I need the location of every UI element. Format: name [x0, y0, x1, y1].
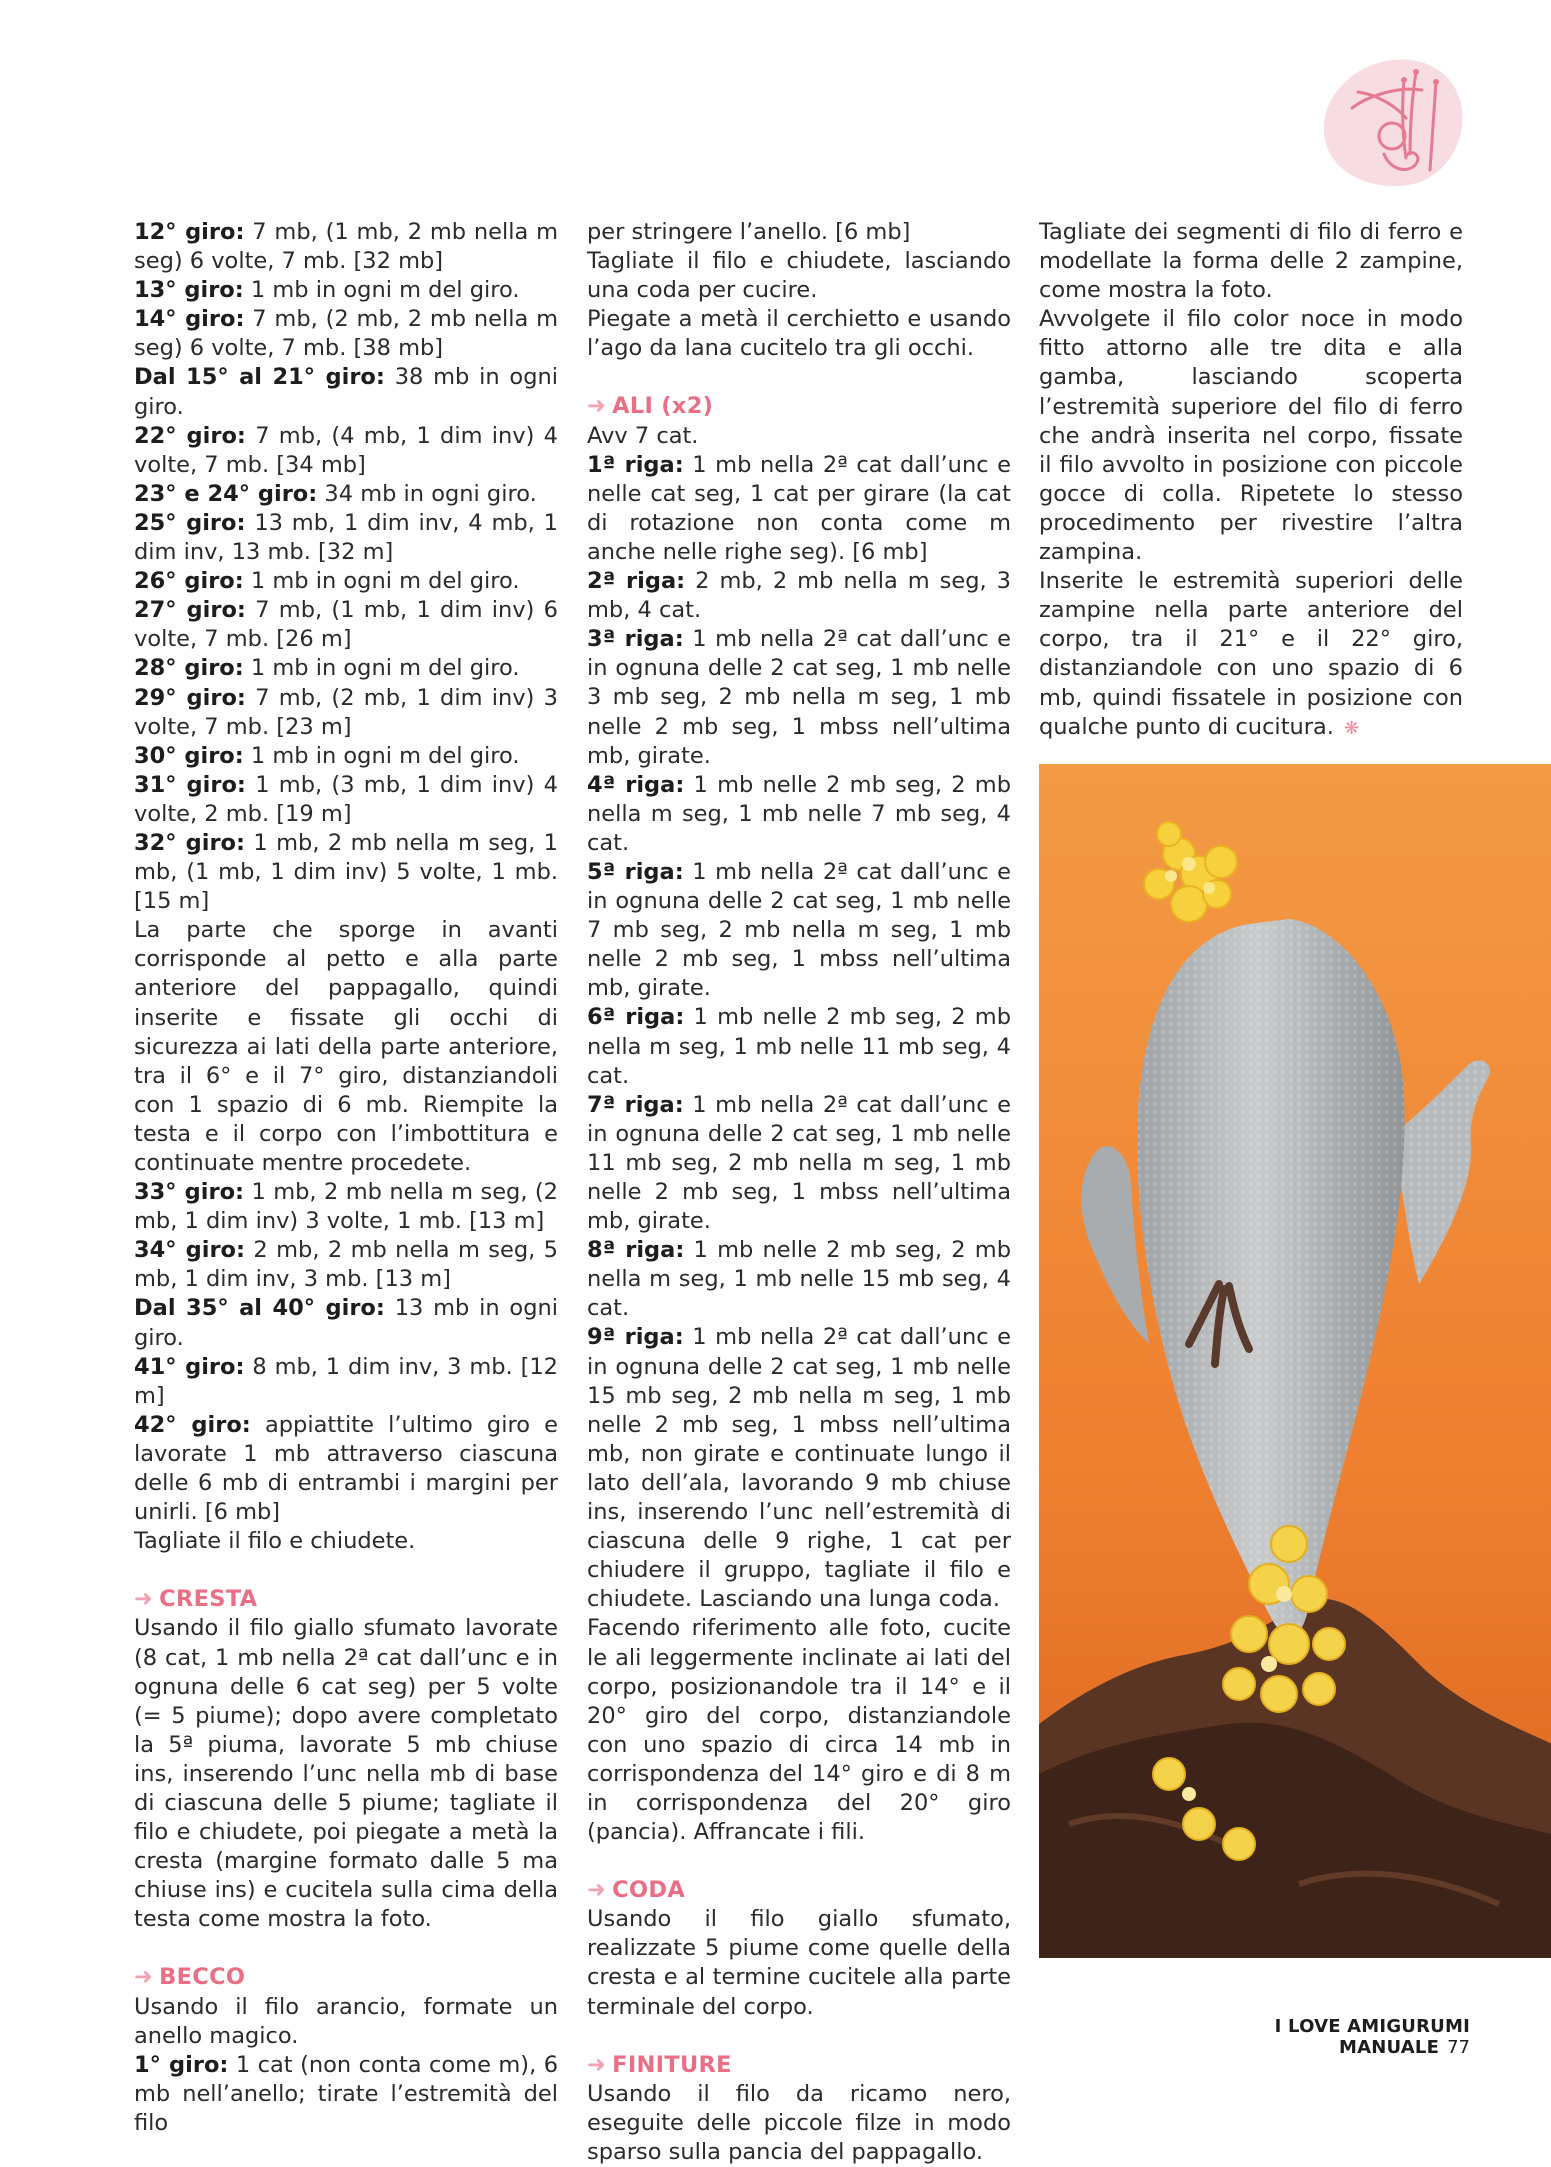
arrow-icon: ➜: [587, 2051, 607, 2078]
page-number: 77: [1447, 2037, 1470, 2058]
crochet-hooks-logo: [1318, 52, 1468, 192]
ali-row-2: 2ª riga: 2 mb, 2 mb nella m seg, 3 mb, 4 cat.: [587, 568, 1011, 624]
instruction-round-34: 34° giro: 2 mb, 2 mb nella m seg, 5 mb, 1 dim inv, 3 mb. [13 m]: [134, 1237, 558, 1293]
becco-paragraph: Usando il filo arancio, formate un anello magico.: [134, 1993, 558, 2049]
zampine-paragraph-2: Avvolgete il filo color noce in modo fitto attorno alle tre dita e alla gamba, lasciando scoperta l’estremità superiore del filo di ferro che andrà inserita nel corpo, fissate il filo avvolto in posizione con piccole gocce di colla. Ripetete lo stesso procedimento per rivestire l’altra zampina.: [1039, 306, 1463, 566]
ali-sew-paragraph: Facendo riferimento alle foto, cucite le ali leggermente inclinate ai lati del corpo, posizionandole tra il 14° e il 20° giro del corpo, distanziandole con uno spazio di circa 14 mb in corrispondenza del 14° giro e di 8 m in corrispondenza del 20° giro (pancia). Affrancate i fili.: [587, 1615, 1011, 1846]
instruction-round-32: 32° giro: 1 mb, 2 mb nella m seg, 1 mb, (1 mb, 1 dim inv) 5 volte, 1 mb. [15 m]: [134, 829, 558, 915]
zampine-paragraph-1: Tagliate dei segmenti di filo di ferro e modellate la forma delle 2 zampine, come mostra la foto.: [1039, 219, 1463, 304]
ali-row-1: 1ª riga: 1 mb nella 2ª cat dall’unc e nelle cat seg, 1 cat per girare (la cat di rotazione non conta come m anche nelle righe seg). [6 mb]: [587, 451, 1011, 565]
instruction-round-35-40: Dal 35° al 40° giro: 13 mb in ogni giro.: [134, 1295, 558, 1351]
section-heading-cresta: ➜ CRESTA: [134, 1586, 258, 1613]
instruction-round-13: 13° giro: 1 mb in ogni m del giro.: [134, 277, 520, 304]
ali-row-7: 7ª riga: 1 mb nella 2ª cat dall’unc e in ognuna delle 2 cat seg, 1 mb nelle 11 mb seg, 2 mb nella m seg, 1 mb nelle 2 mb seg, 1 mbss nell’ultima mb, girate.: [587, 1091, 1011, 1235]
cockatoo-photo: [1039, 764, 1551, 1958]
arrow-icon: ➜: [134, 1964, 154, 1991]
instruction-round-22: 22° giro: 7 mb, (4 mb, 1 dim inv) 4 volte, 7 mb. [34 mb]: [134, 422, 558, 478]
ali-row-5: 5ª riga: 1 mb nella 2ª cat dall’unc e in ognuna delle 2 cat seg, 1 mb nelle 7 mb seg, 2 mb nella m seg, 1 mb nelle 2 mb seg, 1 mbss nell’ultima mb, girate.: [587, 858, 1011, 1002]
assembly-paragraph: La parte che sporge in avanti corrisponde al petto e alla parte anteriore del pappagallo, quindi inserite e fissate gli occhi di sicurezza ai lati della parte anteriore, tra il 6° e il 7° giro, distanziandoli con 1 spazio di 6 mb. Riempite la testa e il corpo con l’imbottitura e continuate mentre procedete.: [134, 917, 558, 1176]
arrow-icon: ➜: [587, 393, 607, 420]
magazine-title: I LOVE AMIGURUMI MANUALE: [1274, 2016, 1470, 2058]
instruction-round-25: 25° giro: 13 mb, 1 dim inv, 4 mb, 1 dim inv, 13 mb. [32 m]: [134, 509, 558, 566]
cockatoo-illustration: [1039, 764, 1551, 1958]
arrow-icon: ➜: [587, 1877, 607, 1904]
flower-end-icon: ❋: [1343, 717, 1360, 739]
zampine-paragraph-3: Inserite le estremità superiori delle zampine nella parte anteriore del corpo, tra il 21° e il 22° giro, distanziandole con uno spazio di 6 mb, quindi fissatele in posizione con qualche punto di cucitura. ❋: [1039, 568, 1463, 740]
text-column-1: [134, 218, 558, 2138]
instruction-round-42: 42° giro: appiattite l’ultimo giro e lavorate 1 mb attraverso ciascuna delle 6 mb di entrambi i margini per unirli. [6 mb]: [134, 1411, 559, 1526]
instruction-round-14: 14° giro: 7 mb, (2 mb, 2 mb nella m seg) 6 volte, 7 mb. [38 mb]: [134, 306, 559, 362]
ali-row-9: 9ª riga: 1 mb nella 2ª cat dall’unc e in ognuna delle 2 cat seg, 1 mb nelle 15 mb seg, 2 mb nella m seg, 1 mb nelle 2 mb seg, 1 mbss nell’ultima mb, non girate e continuate lungo il lato dell’ala, lavorando 9 mb chiuse ins, inserendo l’unc nell’estremità di ciascuna delle 9 righe, 1 cat per chiudere il gruppo, tagliate il filo e chiudete. Lasciando una lunga coda.: [587, 1324, 1011, 1613]
coda-paragraph: Usando il filo giallo sfumato, realizzate 5 piume come quelle della cresta e al termine cucitele alla parte terminale del corpo.: [587, 1906, 1011, 2020]
instruction-round-41: 41° giro: 8 mb, 1 dim inv, 3 mb. [12 m]: [134, 1353, 558, 1409]
ali-row-6: 6ª riga: 1 mb nelle 2 mb seg, 2 mb nella m seg, 1 mb nelle 11 mb seg, 4 cat.: [587, 1004, 1011, 1089]
becco-continued: per stringere l’anello. [6 mb]: [587, 219, 911, 245]
section-heading-ali: ➜ ALI (x2): [587, 393, 714, 420]
instruction-round-29: 29° giro: 7 mb, (2 mb, 1 dim inv) 3 volte, 7 mb. [23 m]: [134, 684, 558, 740]
instruction-round-12: 12° giro: 7 mb, (1 mb, 2 mb nella m seg) 6 volte, 7 mb. [32 mb]: [134, 219, 559, 275]
section-heading-coda: ➜ CODA: [587, 1877, 686, 1904]
instruction-round-30: 30° giro: 1 mb in ogni m del giro.: [134, 742, 520, 769]
becco-cut-paragraph: Tagliate il filo e chiudete, lasciando una coda per cucire.: [587, 248, 1011, 304]
finiture-paragraph: Usando il filo da ricamo nero, eseguite delle piccole filze in modo sparso sulla pancia del pappagallo.: [587, 2080, 1011, 2165]
ali-start: Avv 7 cat.: [587, 422, 699, 449]
instruction-round-15-21: Dal 15° al 21° giro: 38 mb in ogni giro.: [134, 364, 558, 420]
arrow-icon: ➜: [134, 1586, 154, 1613]
finish-paragraph: Tagliate il filo e chiudete.: [134, 1528, 416, 1555]
page-footer: [1170, 2016, 1470, 2058]
section-heading-becco: ➜ BECCO: [134, 1964, 246, 1991]
ali-row-8: 8ª riga: 1 mb nelle 2 mb seg, 2 mb nella m seg, 1 mb nelle 15 mb seg, 4 cat.: [587, 1237, 1011, 1322]
text-column-2: [587, 218, 1011, 2167]
instruction-becco-round-1: 1° giro: 1 cat (non conta come m), 6 mb nell’anello; tirate l’estremità del filo: [134, 2051, 559, 2136]
text-column-3: [1039, 218, 1463, 743]
instruction-round-23-24: 23° e 24° giro: 34 mb in ogni giro.: [134, 480, 537, 507]
ali-row-3: 3ª riga: 1 mb nella 2ª cat dall’unc e in ognuna delle 2 cat seg, 1 mb nelle 3 mb seg, 2 mb nella m seg, 1 mb nelle 2 mb seg, 1 mbss nell’ultima mb, girate.: [587, 626, 1011, 769]
instruction-round-28: 28° giro: 1 mb in ogni m del giro.: [134, 655, 520, 682]
instruction-round-27: 27° giro: 7 mb, (1 mb, 1 dim inv) 6 volte, 7 mb. [26 m]: [134, 597, 558, 653]
section-heading-finiture: ➜ FINITURE: [587, 2051, 732, 2078]
cresta-paragraph: Usando il filo giallo sfumato lavorate (8 cat, 1 mb nella 2ª cat dall’unc e in ognuna delle 6 cat seg) per 5 volte (= 5 piume); dopo avere completato la 5ª piuma, lavorate 5 mb chiuse ins, inserendo l’unc nella mb di base di ciascuna delle 5 piume; tagliate il filo e chiudete, poi piegate a metà la cresta (margine formato dalle 5 ma chiuse ins) e cucitela sulla cima della testa come mostra la foto.: [134, 1615, 558, 1933]
instruction-round-31: 31° giro: 1 mb, (3 mb, 1 dim inv) 4 volte, 2 mb. [19 m]: [134, 771, 558, 827]
becco-sew-paragraph: Piegate a metà il cerchietto e usando l’ago da lana cucitelo tra gli occhi.: [587, 306, 1011, 362]
ali-row-4: 4ª riga: 1 mb nelle 2 mb seg, 2 mb nella m seg, 1 mb nelle 7 mb seg, 4 cat.: [587, 771, 1011, 856]
instruction-round-33: 33° giro: 1 mb, 2 mb nella m seg, (2 mb, 1 dim inv) 3 volte, 1 mb. [13 m]: [134, 1179, 559, 1235]
instruction-round-26: 26° giro: 1 mb in ogni m del giro.: [134, 568, 520, 595]
